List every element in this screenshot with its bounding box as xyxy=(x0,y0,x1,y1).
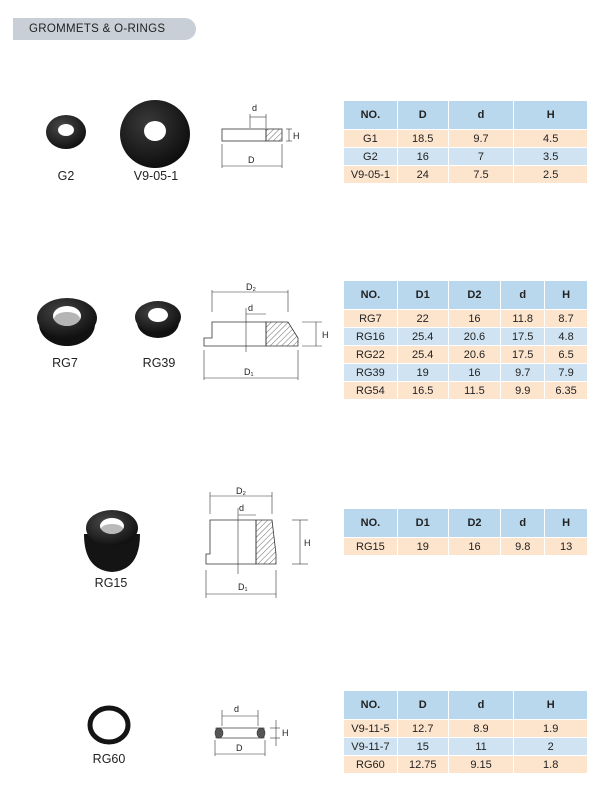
table-row xyxy=(344,364,588,382)
col-header: NO. xyxy=(344,509,398,538)
diagram-label-d2: D₂ xyxy=(246,282,256,292)
label-v9-05-1: V9-05-1 xyxy=(133,169,179,183)
table-row xyxy=(344,756,588,774)
cell: 9.15 xyxy=(448,756,514,774)
diagram-label-d: d xyxy=(239,503,245,513)
table-row xyxy=(344,166,588,184)
label-rg7: RG7 xyxy=(52,356,78,370)
diagram-label-d1: D₁ xyxy=(238,582,248,592)
cell: RG54 xyxy=(344,382,398,400)
col-header: H xyxy=(514,691,588,720)
diagram-label-d2: D₂ xyxy=(236,486,246,496)
cell: 17.5 xyxy=(501,328,545,346)
cell: 2 xyxy=(514,738,588,756)
cell: RG22 xyxy=(344,346,398,364)
diagram-flat-grommet xyxy=(212,100,312,172)
cell: G1 xyxy=(344,130,398,148)
col-header: D xyxy=(397,691,448,720)
cell: 6.35 xyxy=(545,382,588,400)
cell: 16 xyxy=(397,148,448,166)
col-header: H xyxy=(545,281,588,310)
cell: 11 xyxy=(448,738,514,756)
grommet-v9-05-1-photo xyxy=(118,98,192,170)
diagram-label-d: d xyxy=(252,103,258,113)
diagram-label-d: d xyxy=(248,303,254,313)
cell: RG15 xyxy=(344,538,398,556)
col-header: D2 xyxy=(448,281,501,310)
spec-table-1 xyxy=(343,100,588,184)
cell: 19 xyxy=(397,538,448,556)
cell: G2 xyxy=(344,148,398,166)
cell: 25.4 xyxy=(397,328,448,346)
cell: 1.9 xyxy=(514,720,588,738)
col-header: NO. xyxy=(344,691,398,720)
diagram-label-big-d: D xyxy=(248,155,255,165)
cell: 17.5 xyxy=(501,346,545,364)
cell: 8.9 xyxy=(448,720,514,738)
diagram-label-big-d: D xyxy=(236,743,243,753)
cell: 25.4 xyxy=(397,346,448,364)
table-row xyxy=(344,328,588,346)
table-row xyxy=(344,310,588,328)
cell: 18.5 xyxy=(397,130,448,148)
diagram-label-h: H xyxy=(322,330,329,340)
cell: RG60 xyxy=(344,756,398,774)
grommet-rg15-photo xyxy=(80,506,144,576)
col-header: d xyxy=(448,101,514,130)
col-header: d xyxy=(448,691,514,720)
cell: V9-11-7 xyxy=(344,738,398,756)
cell: 16 xyxy=(448,310,501,328)
cell: 8.7 xyxy=(545,310,588,328)
cell: 4.8 xyxy=(545,328,588,346)
spec-table-3 xyxy=(343,508,588,556)
cell: 7.9 xyxy=(545,364,588,382)
cell: RG7 xyxy=(344,310,398,328)
table-row xyxy=(344,738,588,756)
label-rg15: RG15 xyxy=(94,576,128,590)
table-row xyxy=(344,382,588,400)
cell: 9.7 xyxy=(448,130,514,148)
table-row xyxy=(344,148,588,166)
label-rg60: RG60 xyxy=(92,752,126,766)
cell: RG39 xyxy=(344,364,398,382)
diagram-label-d1: D₁ xyxy=(244,367,254,377)
cell: 3.5 xyxy=(514,148,588,166)
col-header: d xyxy=(501,509,545,538)
col-header: D1 xyxy=(397,509,448,538)
cell: V9-05-1 xyxy=(344,166,398,184)
cell: 11.5 xyxy=(448,382,501,400)
label-rg39: RG39 xyxy=(142,356,176,370)
col-header: d xyxy=(501,281,545,310)
diagram-tall-grommet xyxy=(196,484,326,602)
cell: 16 xyxy=(448,538,501,556)
cell: 16.5 xyxy=(397,382,448,400)
grommet-rg39-photo xyxy=(133,298,183,340)
cell: 20.6 xyxy=(448,328,501,346)
diagram-label-h: H xyxy=(282,728,289,738)
table-row xyxy=(344,346,588,364)
col-header: H xyxy=(545,509,588,538)
cell: 19 xyxy=(397,364,448,382)
cell: 7.5 xyxy=(448,166,514,184)
table-row xyxy=(344,130,588,148)
diagram-label-h: H xyxy=(304,538,311,548)
table-row xyxy=(344,538,588,556)
o-ring-rg60-photo xyxy=(86,704,132,746)
col-header: NO. xyxy=(344,281,398,310)
cell: 22 xyxy=(397,310,448,328)
cell: 24 xyxy=(397,166,448,184)
col-header: D2 xyxy=(448,509,501,538)
cell: 15 xyxy=(397,738,448,756)
cell: V9-11-5 xyxy=(344,720,398,738)
col-header: NO. xyxy=(344,101,398,130)
col-header: D1 xyxy=(397,281,448,310)
section-header: GROMMETS & O-RINGS xyxy=(13,18,196,40)
cell: 20.6 xyxy=(448,346,501,364)
diagram-flanged-grommet xyxy=(198,282,338,382)
cell: 13 xyxy=(545,538,588,556)
cell: 4.5 xyxy=(514,130,588,148)
label-g2: G2 xyxy=(57,169,75,183)
cell: 12.75 xyxy=(397,756,448,774)
cell: 9.9 xyxy=(501,382,545,400)
cell: 1.8 xyxy=(514,756,588,774)
cell: 9.7 xyxy=(501,364,545,382)
grommet-g2-photo xyxy=(44,110,88,154)
cell: 2.5 xyxy=(514,166,588,184)
diagram-label-h: H xyxy=(293,131,300,141)
cell: 16 xyxy=(448,364,501,382)
spec-table-2 xyxy=(343,280,588,400)
col-header: H xyxy=(514,101,588,130)
table-row xyxy=(344,720,588,738)
cell: 9.8 xyxy=(501,538,545,556)
cell: 6.5 xyxy=(545,346,588,364)
cell: 12.7 xyxy=(397,720,448,738)
spec-table-4 xyxy=(343,690,588,774)
cell: 11.8 xyxy=(501,310,545,328)
grommet-rg7-photo xyxy=(35,294,99,348)
diagram-label-d: d xyxy=(234,704,240,714)
cell: 7 xyxy=(448,148,514,166)
diagram-o-ring xyxy=(206,700,302,760)
cell: RG16 xyxy=(344,328,398,346)
col-header: D xyxy=(397,101,448,130)
